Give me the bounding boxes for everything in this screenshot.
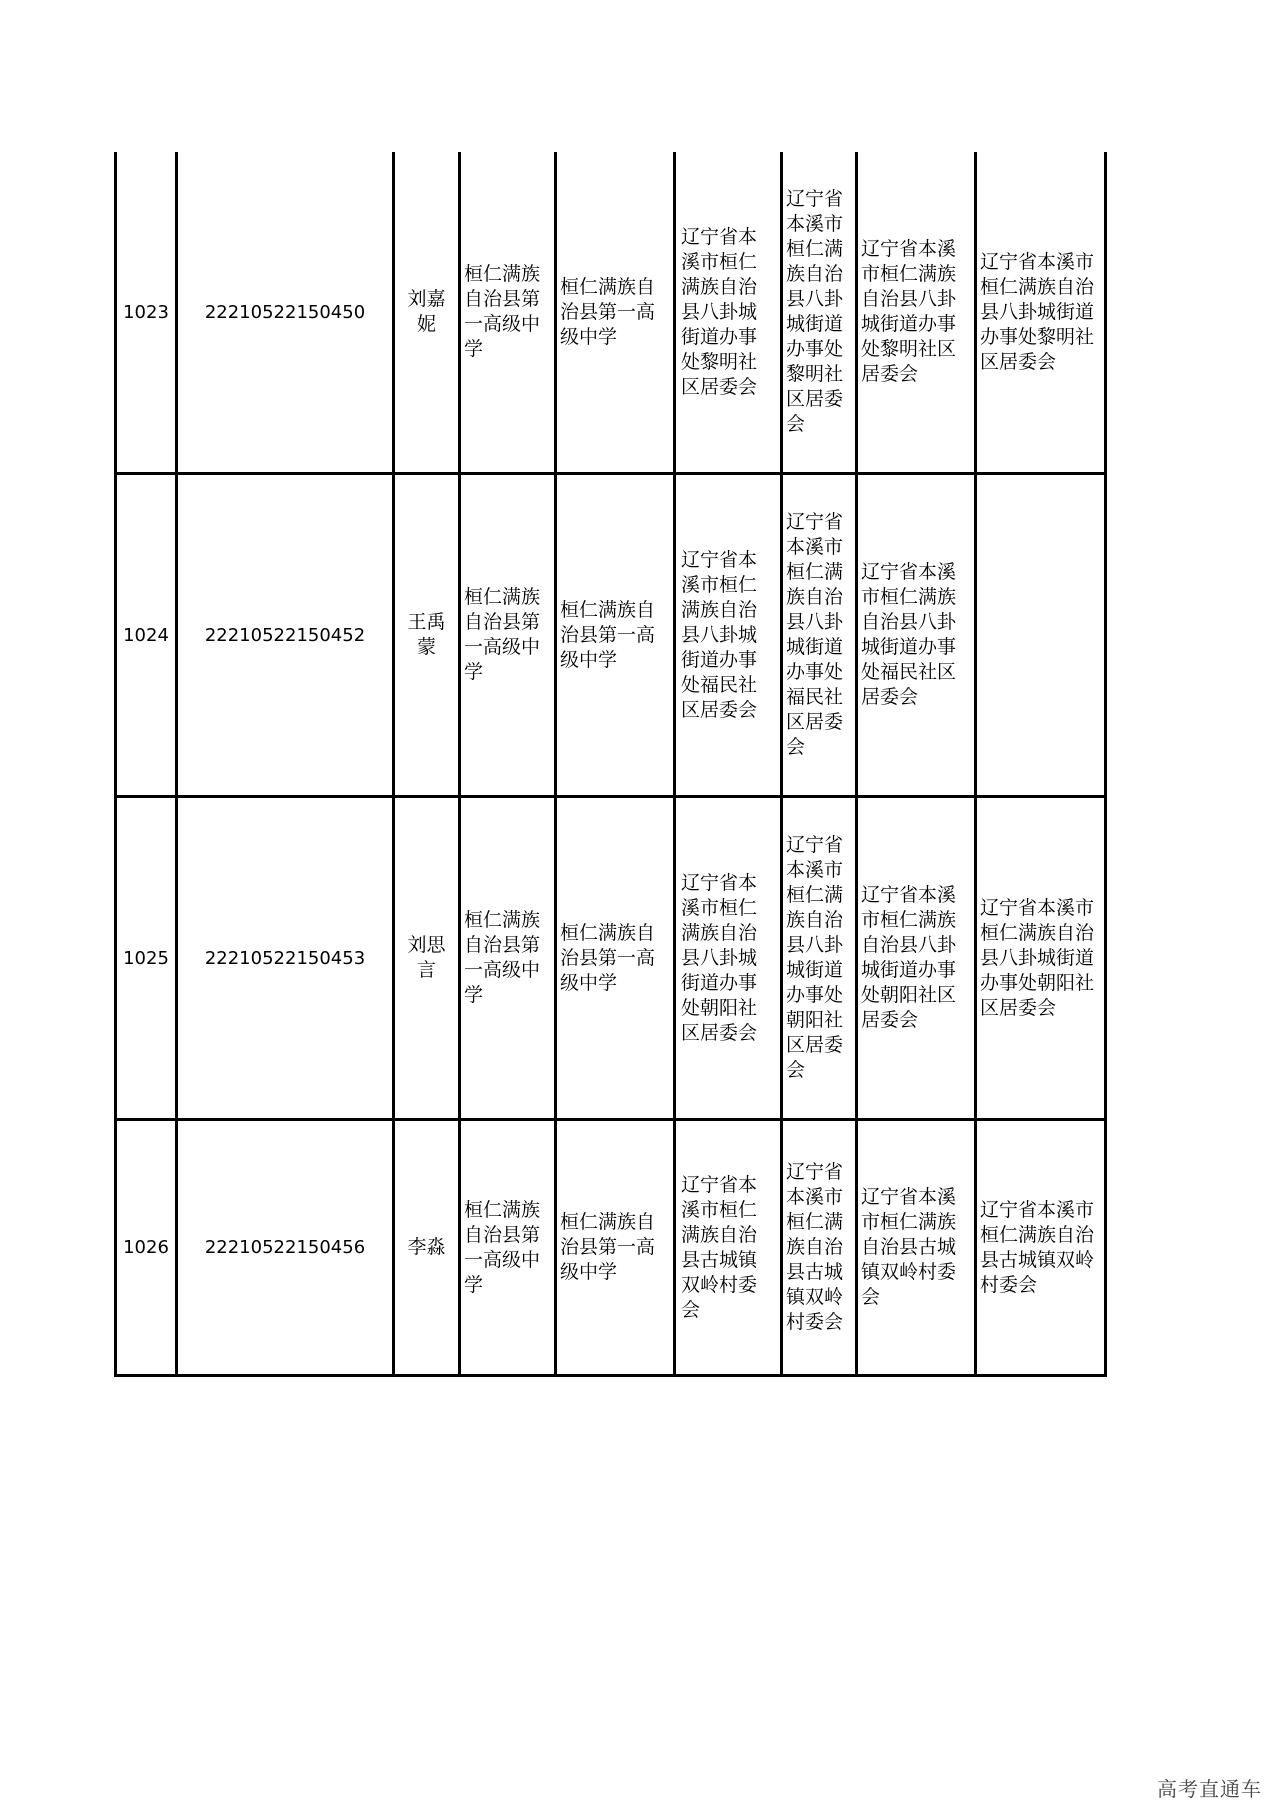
address-cell: 辽宁省本溪市桓仁满族自治县八卦城街道办事处福民社区居委会 [782,474,857,797]
address-cell: 辽宁省本溪市桓仁满族自治县八卦城街道办事处福民社区居委会 [675,474,782,797]
school-cell: 桓仁满族自治县第一高级中学 [460,1120,556,1376]
school-cell: 桓仁满族自治县第一高级中学 [556,474,675,797]
address-cell [976,474,1106,797]
school-cell: 桓仁满族自治县第一高级中学 [556,152,675,474]
student-name: 刘嘉妮 [394,152,460,474]
address-cell: 辽宁省本溪市桓仁满族自治县八卦城街道办事处黎明社区居委会 [857,152,976,474]
address-cell: 辽宁省本溪市桓仁满族自治县八卦城街道办事处福民社区居委会 [857,474,976,797]
school-cell: 桓仁满族自治县第一高级中学 [556,797,675,1120]
exam-id: 22210522150450 [177,152,394,474]
row-number: 1026 [116,1120,177,1376]
student-name: 王禹蒙 [394,474,460,797]
address-cell: 辽宁省本溪市桓仁满族自治县八卦城街道办事处朝阳社区居委会 [976,797,1106,1120]
student-name: 李淼 [394,1120,460,1376]
address-cell: 辽宁省本溪市桓仁满族自治县八卦城街道办事处朝阳社区居委会 [857,797,976,1120]
table-row [116,474,1106,797]
address-cell: 辽宁省本溪市桓仁满族自治县古城镇双岭村委会 [782,1120,857,1376]
address-cell: 辽宁省本溪市桓仁满族自治县八卦城街道办事处黎明社区居委会 [675,152,782,474]
address-cell: 辽宁省本溪市桓仁满族自治县八卦城街道办事处朝阳社区居委会 [675,797,782,1120]
row-number: 1023 [116,152,177,474]
watermark: 高考直通车 [1157,1777,1262,1801]
student-name: 刘思言 [394,797,460,1120]
school-cell: 桓仁满族自治县第一高级中学 [460,474,556,797]
school-cell: 桓仁满族自治县第一高级中学 [556,1120,675,1376]
exam-id: 22210522150456 [177,1120,394,1376]
address-cell: 辽宁省本溪市桓仁满族自治县八卦城街道办事处黎明社区居委会 [976,152,1106,474]
address-cell: 辽宁省本溪市桓仁满族自治县八卦城街道办事处黎明社区居委会 [782,152,857,474]
table-row [116,152,1106,474]
table-row [116,797,1106,1120]
school-cell: 桓仁满族自治县第一高级中学 [460,797,556,1120]
address-cell: 辽宁省本溪市桓仁满族自治县古城镇双岭村委会 [857,1120,976,1376]
exam-id: 22210522150452 [177,474,394,797]
student-table [114,152,1107,1377]
address-cell: 辽宁省本溪市桓仁满族自治县古城镇双岭村委会 [675,1120,782,1376]
school-cell: 桓仁满族自治县第一高级中学 [460,152,556,474]
address-cell: 辽宁省本溪市桓仁满族自治县古城镇双岭村委会 [976,1120,1106,1376]
exam-id: 22210522150453 [177,797,394,1120]
row-number: 1024 [116,474,177,797]
row-number: 1025 [116,797,177,1120]
table-row [116,1120,1106,1376]
address-cell: 辽宁省本溪市桓仁满族自治县八卦城街道办事处朝阳社区居委会 [782,797,857,1120]
